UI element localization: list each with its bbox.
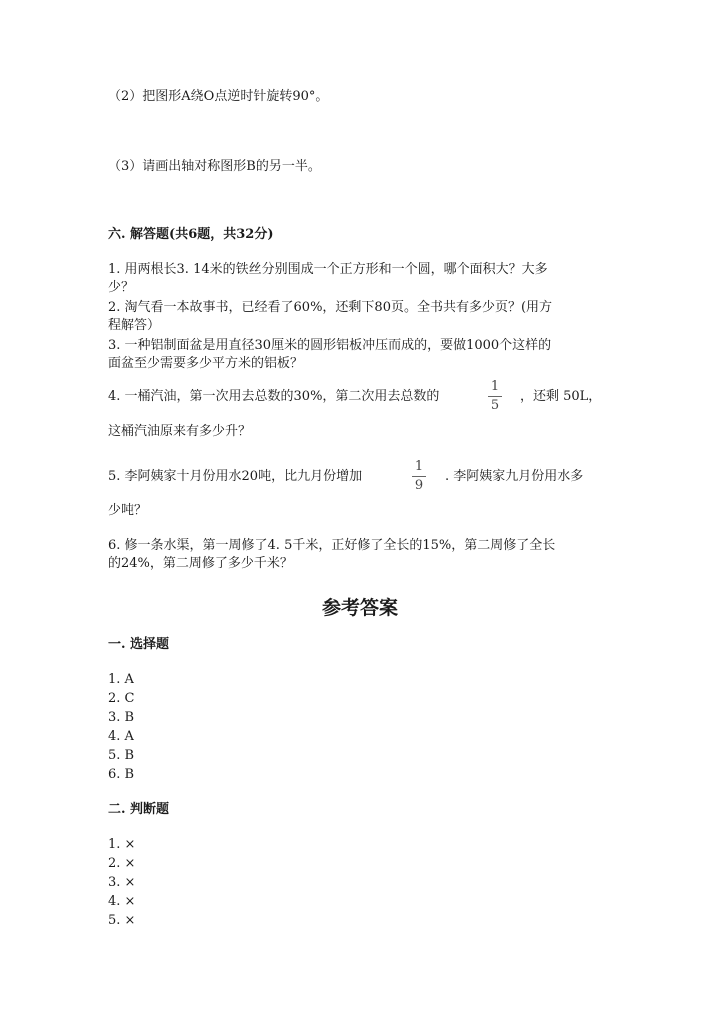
question-1-line-2: 少？ [108, 280, 135, 295]
question-6-line-1: 6. 修一条水渠，第一周修了4. 5千米，正好修了全长的15%，第二周修了全长 [108, 538, 556, 553]
answer-item: 1. A [108, 672, 134, 687]
answers-section-1-heading: 一. 选择题 [108, 637, 170, 652]
question-4-line-2: 这桶汽油原来有多少升？ [108, 424, 252, 439]
question-3-line-1: 3. 一种铝制面盆是用直径30厘米的圆形铝板冲压而成的，要做1000个这样的 [108, 338, 552, 353]
question-2-line-2: 程解答） [108, 318, 161, 333]
answer-item: 2. × [108, 856, 136, 871]
question-1-line-1: 1. 用两根长3. 14米的铁丝分别围成一个正方形和一个圆，哪个面积大？大多 [108, 262, 548, 277]
question-4-fraction [487, 380, 503, 413]
question-3-line-2: 面盆至少需要多少平方米的铝板？ [108, 356, 304, 371]
question-2-line-1: 2. 淘气看一本故事书，已经看了60%，还剩下80页。全书共有多少页？(用方 [108, 300, 553, 315]
fraction-denominator: 9 [414, 478, 424, 493]
part-2-instruction: （2）把图形A绕O点逆时针旋转90°。 [108, 89, 329, 104]
answer-item: 4. A [108, 729, 134, 744]
answers-section-2-heading: 二. 判断题 [108, 802, 170, 817]
question-5-fraction [411, 460, 427, 493]
answer-item: 4. × [108, 894, 136, 909]
fraction-numerator: 1 [490, 379, 500, 394]
fraction-bar [488, 396, 502, 397]
answer-item: 1. × [108, 837, 136, 852]
fraction-numerator: 1 [414, 459, 424, 474]
section-6-heading: 六. 解答题(共6题，共32分) [108, 227, 274, 242]
answer-item: 3. × [108, 875, 136, 890]
fraction-bar [412, 476, 426, 477]
part-3-instruction: （3）请画出轴对称图形B的另一半。 [108, 159, 321, 174]
answer-item: 3. B [108, 710, 135, 725]
question-5-suffix: . 李阿姨家九月份用水多 [445, 469, 584, 484]
answer-item: 2. C [108, 691, 135, 706]
answer-item: 6. B [108, 767, 135, 782]
question-5-line-2: 少吨？ [108, 503, 148, 518]
question-4-suffix: ，还剩 50L， [520, 389, 602, 404]
question-5-prefix: 5. 李阿姨家十月份用水20吨，比九月份增加 [108, 469, 363, 484]
answer-item: 5. × [108, 913, 136, 928]
question-6-line-2: 的24%，第二周修了多少千米？ [108, 556, 293, 571]
answer-key-title: 参考答案 [321, 597, 398, 619]
question-4-prefix: 4. 一桶汽油，第一次用去总数的30%，第二次用去总数的 [108, 389, 440, 404]
fraction-denominator: 5 [490, 398, 500, 413]
answer-item: 5. B [108, 748, 135, 763]
